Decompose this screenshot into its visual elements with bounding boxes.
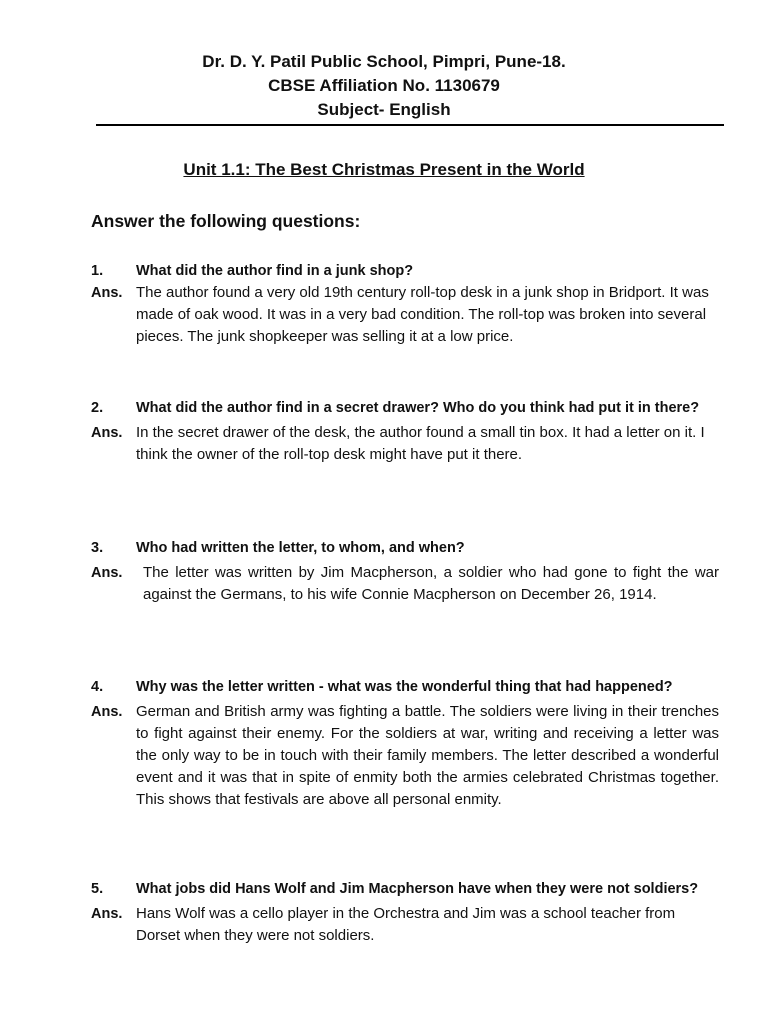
qa-block-5 (91, 879, 719, 947)
question-text: Who had written the letter, to whom, and when? (136, 540, 465, 556)
qa-block-2 (91, 398, 719, 466)
qa-block-4 (91, 677, 719, 811)
question-text: Why was the letter written - what was the wonderful thing that had happened? (136, 679, 673, 695)
question-text: What did the author find in a secret drawer? Who do you think had put it in there? (136, 400, 700, 416)
answer-row (91, 422, 719, 466)
answer-text: The author found a very old 19th century roll-top desk in a junk shop in Bridport. It was made of oak wood. It was in a very bad condition. The roll-top was broken into several pieces. The junk shopkeeper was selling it at a low price. (136, 284, 709, 345)
question-number: 2. (91, 400, 104, 416)
answer-text: The letter was written by Jim Macpherson, a soldier who had gone to fight the war against the Germans, to his wife Connie Macpherson on December 26, 1914. (143, 564, 719, 603)
answer-row (91, 562, 719, 606)
school-name: Dr. D. Y. Patil Public School, Pimpri, Pune-18. (202, 52, 566, 71)
qa-block-1 (91, 261, 719, 348)
question-row (91, 261, 719, 281)
question-text: What jobs did Hans Wolf and Jim Macpherson have when they were not soldiers? (136, 881, 699, 897)
question-row (91, 538, 719, 558)
answer-text: In the secret drawer of the desk, the author found a small tin box. It had a letter on it. I think the owner of the roll-top desk might have put it there. (136, 424, 705, 463)
subject-line: Subject- English (317, 100, 451, 119)
answer-label: Ans. (91, 425, 123, 441)
answer-text: German and British army was fighting a battle. The soldiers were living in their trenches to fight against their enemy. For the soldiers at war, writing and receiving a letter was the only way to be in touch with their family members. The letter described a wonderful event and it was that in spite of enmity both the armies celebrated Christmas together. This shows that festivals are above all personal enmity. (136, 703, 719, 808)
instruction-heading: Answer the following questions: (91, 211, 361, 231)
qa-block-3 (91, 538, 719, 606)
question-number: 4. (91, 679, 104, 695)
school-header (0, 50, 768, 122)
question-row (91, 677, 719, 697)
question-number: 1. (91, 263, 104, 279)
answer-label: Ans. (91, 285, 123, 301)
answer-text: Hans Wolf was a cello player in the Orchestra and Jim was a school teacher from Dorset when they were not soldiers. (136, 905, 676, 944)
question-number: 3. (91, 540, 104, 556)
answer-label: Ans. (91, 906, 123, 922)
answer-row (91, 701, 719, 811)
unit-title: Unit 1.1: The Best Christmas Present in the World (183, 160, 585, 179)
answer-row (91, 282, 719, 348)
question-text: What did the author find in a junk shop? (136, 263, 414, 279)
answer-label: Ans. (91, 565, 123, 581)
header-divider (96, 124, 724, 126)
question-number: 5. (91, 881, 104, 897)
question-row (91, 879, 719, 899)
answer-label: Ans. (91, 704, 123, 720)
question-row (91, 398, 719, 418)
affiliation-number: CBSE Affiliation No. 1130679 (268, 76, 500, 95)
answer-row (91, 903, 719, 947)
